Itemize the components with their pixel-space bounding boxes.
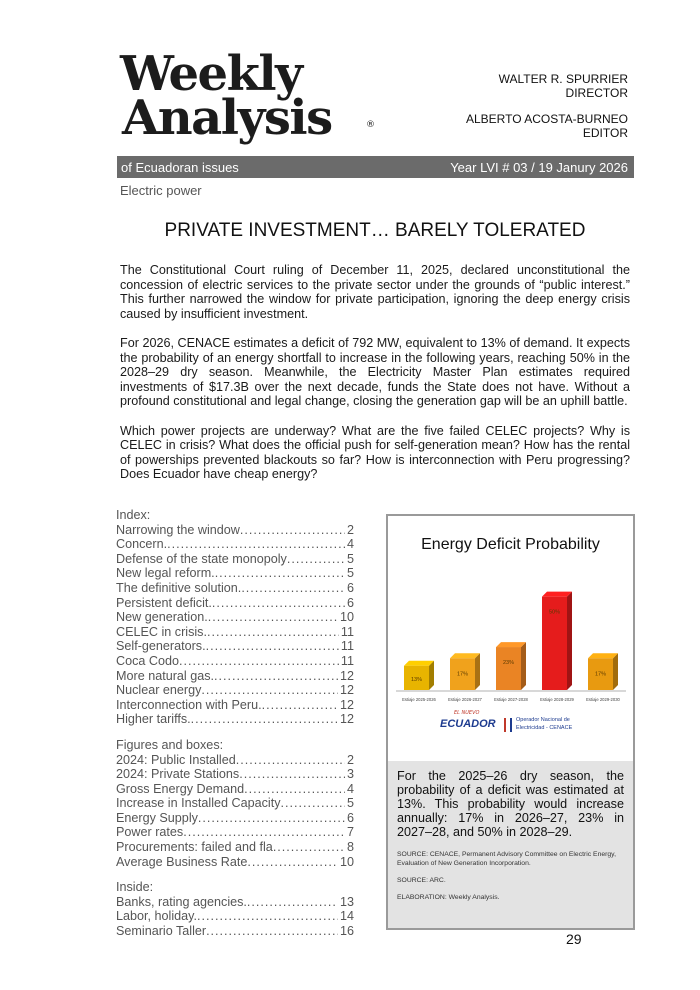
figures-heading: Figures and boxes: — [116, 737, 224, 752]
deficit-bar-chart — [396, 572, 626, 712]
bar-side — [613, 653, 618, 690]
index-entry — [116, 566, 354, 581]
issue-banner — [117, 156, 634, 178]
index-entry-page: 3 — [346, 767, 354, 782]
index-entry-page: 13 — [339, 894, 354, 909]
dot-leader — [179, 654, 339, 669]
index-entry-page: 6 — [346, 810, 354, 825]
source-cenace: SOURCE: CENACE, Permanent Advisory Committee on Electric Energy, Evaluation of New Generation Incorporation. — [397, 851, 616, 867]
index-entry — [116, 840, 354, 855]
index-entry-label: Persistent deficit. — [116, 595, 212, 610]
index-entry — [116, 895, 354, 910]
index-entry-label: 2024: Public Installed — [116, 752, 236, 767]
bar-side — [521, 642, 526, 690]
dot-leader — [247, 895, 338, 910]
bar-top — [450, 653, 480, 658]
index-entry — [116, 825, 354, 840]
index-heading: Index: — [116, 508, 151, 522]
dot-leader — [212, 596, 345, 611]
index-entry-label: CELEC in crisis. — [116, 624, 207, 639]
bar-side — [429, 661, 434, 690]
index-entry-label: Interconnection with Peru. — [116, 697, 262, 712]
dot-leader — [183, 825, 345, 840]
logo-line-weekly: Weekly — [120, 46, 302, 102]
index-entry-label: New generation. — [116, 610, 208, 625]
bar-side — [567, 592, 572, 690]
dot-leader — [214, 669, 338, 684]
article-title: PRIVATE INVESTMENT… BARELY TOLERATED — [164, 220, 586, 241]
index-entry — [116, 767, 354, 782]
index-entry-label: Defense of the state monopoly — [116, 551, 287, 566]
chart-floor — [396, 690, 626, 692]
dot-leader — [240, 523, 345, 538]
index-entry-label: Increase in Installed Capacity — [116, 796, 281, 811]
index-entry — [116, 712, 354, 727]
index-entry-label: The definitive solution. — [116, 580, 242, 595]
page-number: 29 — [566, 931, 582, 947]
index-entry — [116, 581, 354, 596]
index-entry-label: Coca Codo — [116, 653, 180, 668]
index-entry — [116, 537, 354, 552]
category-label: Estiaje 2029-2030 — [586, 697, 620, 702]
index-entry-page: 2 — [346, 752, 354, 767]
index-entry-label: Energy Supply — [116, 810, 198, 825]
index-entry-label: New legal reform. — [116, 566, 215, 581]
index-entry-page: 5 — [346, 796, 354, 811]
cenace-line-1: Operador Nacional de — [516, 717, 570, 723]
index-entry-label: Narrowing the window — [116, 522, 240, 537]
index-entry — [116, 669, 354, 684]
editor-name: ALBERTO ACOSTA-BURNEO — [465, 112, 628, 126]
banner-subtitle: of Ecuadoran issues — [121, 159, 239, 175]
paragraph: The Constitutional Court ruling of December 11, 2025, declared unconstitutional the concession of electric services to the private sector under the grounds of “public interest.” This further narrowed the window for private participation, ignoring the deep energy crisis caused by insufficient investment. — [120, 263, 630, 321]
cenace-logo — [516, 716, 572, 732]
index-entry-page: 16 — [339, 924, 354, 939]
source-arc: SOURCE: ARC. — [397, 877, 446, 884]
chart-note — [388, 761, 633, 928]
index-entry — [116, 625, 354, 640]
cenace-logo-icon — [504, 718, 512, 732]
index-entry-page: 14 — [339, 909, 354, 924]
index-entry-label: More natural gas. — [116, 668, 215, 683]
index-entry — [116, 753, 354, 768]
dot-leader — [239, 767, 345, 782]
index-entry-page: 7 — [346, 825, 354, 840]
bar-top — [496, 642, 526, 647]
bar-value-label: 17% — [456, 671, 469, 678]
index-entry-label: Concern. — [116, 537, 168, 552]
dot-leader — [281, 796, 345, 811]
section-label: Electric power — [120, 183, 202, 198]
bar-top — [404, 661, 434, 666]
note-text: For the 2025–26 dry season, the probability of a deficit was estimated at 13%. This probability would increase annually: 17% in 2026–27, 23% in 2027–28, and 50% in 2028–29. — [397, 769, 624, 839]
index-entry-label: Procurements: failed and fla — [116, 840, 273, 855]
index-entry — [116, 782, 354, 797]
director-name: WALTER R. SPURRIER — [498, 72, 628, 86]
paragraph: Which power projects are underway? What are the five failed CELEC projects? Why is CELEC in crisis? What does the official push for self-generation mean? How has the rental of powerships prevented blackouts so far? How is interconnection with Peru progressing? Does Ecuador have cheap energy? — [120, 423, 630, 482]
ecuador-logo: ECUADOR — [440, 718, 496, 730]
index-entry-page: 12 — [339, 697, 354, 712]
cenace-line-2: Electricidad - CENACE — [516, 725, 573, 731]
inside-heading: Inside: — [116, 880, 154, 895]
index-entry-page: 10 — [339, 854, 354, 869]
index-entry-label: Nuclear energy — [116, 683, 202, 698]
dot-leader — [244, 782, 345, 797]
bar-value-label: 50% — [548, 609, 561, 616]
index-entry-page: 4 — [346, 537, 354, 552]
article-body — [120, 263, 630, 497]
logos-row — [440, 710, 620, 740]
bar — [496, 647, 521, 690]
index-entry — [116, 698, 354, 713]
table-of-contents — [116, 508, 354, 939]
index-entry — [116, 796, 354, 811]
index-entry-page: 4 — [346, 781, 354, 796]
index-entry — [116, 639, 354, 654]
bar-top — [542, 592, 572, 597]
logo-line-analysis: Analysis — [122, 90, 332, 146]
index-entry — [116, 523, 354, 538]
category-label: Estiaje 2025-2026 — [402, 697, 436, 702]
category-label: Estiaje 2028-2029 — [540, 697, 574, 702]
index-entry-label: Self-generators. — [116, 639, 206, 654]
chart-box — [386, 514, 635, 930]
dot-leader — [167, 537, 345, 552]
dot-leader — [197, 909, 338, 924]
index-entry-page: 11 — [340, 639, 354, 654]
dot-leader — [262, 698, 338, 713]
director-role: DIRECTOR — [565, 86, 628, 100]
index-entry — [116, 811, 354, 826]
dot-leader — [236, 753, 345, 768]
index-entry — [116, 909, 354, 924]
index-entry-page: 12 — [339, 668, 354, 683]
bar-value-label: 17% — [594, 671, 607, 678]
index-entry-label: Labor, holiday. — [116, 909, 197, 924]
index-entry-label: Power rates — [116, 825, 184, 840]
index-entry — [116, 610, 354, 625]
category-label: Estiaje 2026-2027 — [448, 697, 482, 702]
bar-value-label: 13% — [410, 676, 423, 683]
dot-leader — [201, 683, 338, 698]
bar-top — [588, 653, 618, 658]
dot-leader — [207, 625, 339, 640]
ecuador-logo-sub: EL NUEVO — [454, 710, 480, 716]
paragraph: For 2026, CENACE estimates a deficit of 792 MW, equivalent to 13% of demand. It expects the probability of an energy shortfall to increase in the following years, reaching 50% in the 2028–29 dry season. Meanwhile, the Electricity Master Plan estimates required investments of $17.3B over the next decade, funds the State does not have. Without a profound constitutional and legal change, closing the generation gap will be an uphill battle. — [120, 335, 630, 409]
dot-leader — [198, 811, 345, 826]
dot-leader — [247, 855, 338, 870]
staff-credits — [466, 72, 628, 140]
index-entry — [116, 596, 354, 611]
index-entry-page: 6 — [346, 595, 354, 610]
index-entry-page: 10 — [339, 610, 354, 625]
dot-leader — [208, 610, 338, 625]
index-entry-page: 5 — [346, 551, 354, 566]
dot-leader — [206, 924, 338, 939]
dot-leader — [191, 712, 338, 727]
dot-leader — [206, 639, 339, 654]
index-entry-label: 2024: Private Stations — [116, 767, 240, 782]
dot-leader — [273, 840, 345, 855]
index-entry-page: 8 — [346, 840, 354, 855]
index-entry — [116, 654, 354, 669]
issue-date: Year LVI # 03 / 19 Janury 2026 — [450, 159, 628, 175]
dot-leader — [215, 566, 345, 581]
dot-leader — [241, 581, 345, 596]
bar-value-label: 23% — [502, 660, 515, 667]
index-entry — [116, 924, 354, 939]
editor-role: EDITOR — [582, 126, 628, 140]
weekly-analysis-logo — [120, 46, 375, 146]
index-entry-page: 11 — [340, 653, 354, 668]
category-label: Estiaje 2027-2028 — [494, 697, 528, 702]
index-entry-label: Higher tariffs. — [116, 712, 191, 727]
bar-side — [475, 653, 480, 690]
index-entry-label: Seminario Taller — [116, 924, 207, 939]
index-entry — [116, 552, 354, 567]
registered-mark: ® — [366, 120, 375, 130]
index-entry — [116, 683, 354, 698]
elaboration: ELABORATION: Weekly Analysis. — [397, 894, 500, 901]
index-entry-page: 5 — [346, 566, 354, 581]
index-entry-page: 11 — [340, 624, 354, 639]
index-entry-label: Average Business Rate — [116, 854, 248, 869]
dot-leader — [287, 552, 345, 567]
index-entry-page: 12 — [339, 712, 354, 727]
index-entry-label: Gross Energy Demand — [116, 781, 245, 796]
index-entry-page: 6 — [346, 580, 354, 595]
index-entry-page: 12 — [339, 683, 354, 698]
index-entry-page: 2 — [346, 522, 354, 537]
chart-title: Energy Deficit Probability — [421, 536, 600, 553]
index-entry-label: Banks, rating agencies. — [116, 894, 247, 909]
index-entry — [116, 855, 354, 870]
